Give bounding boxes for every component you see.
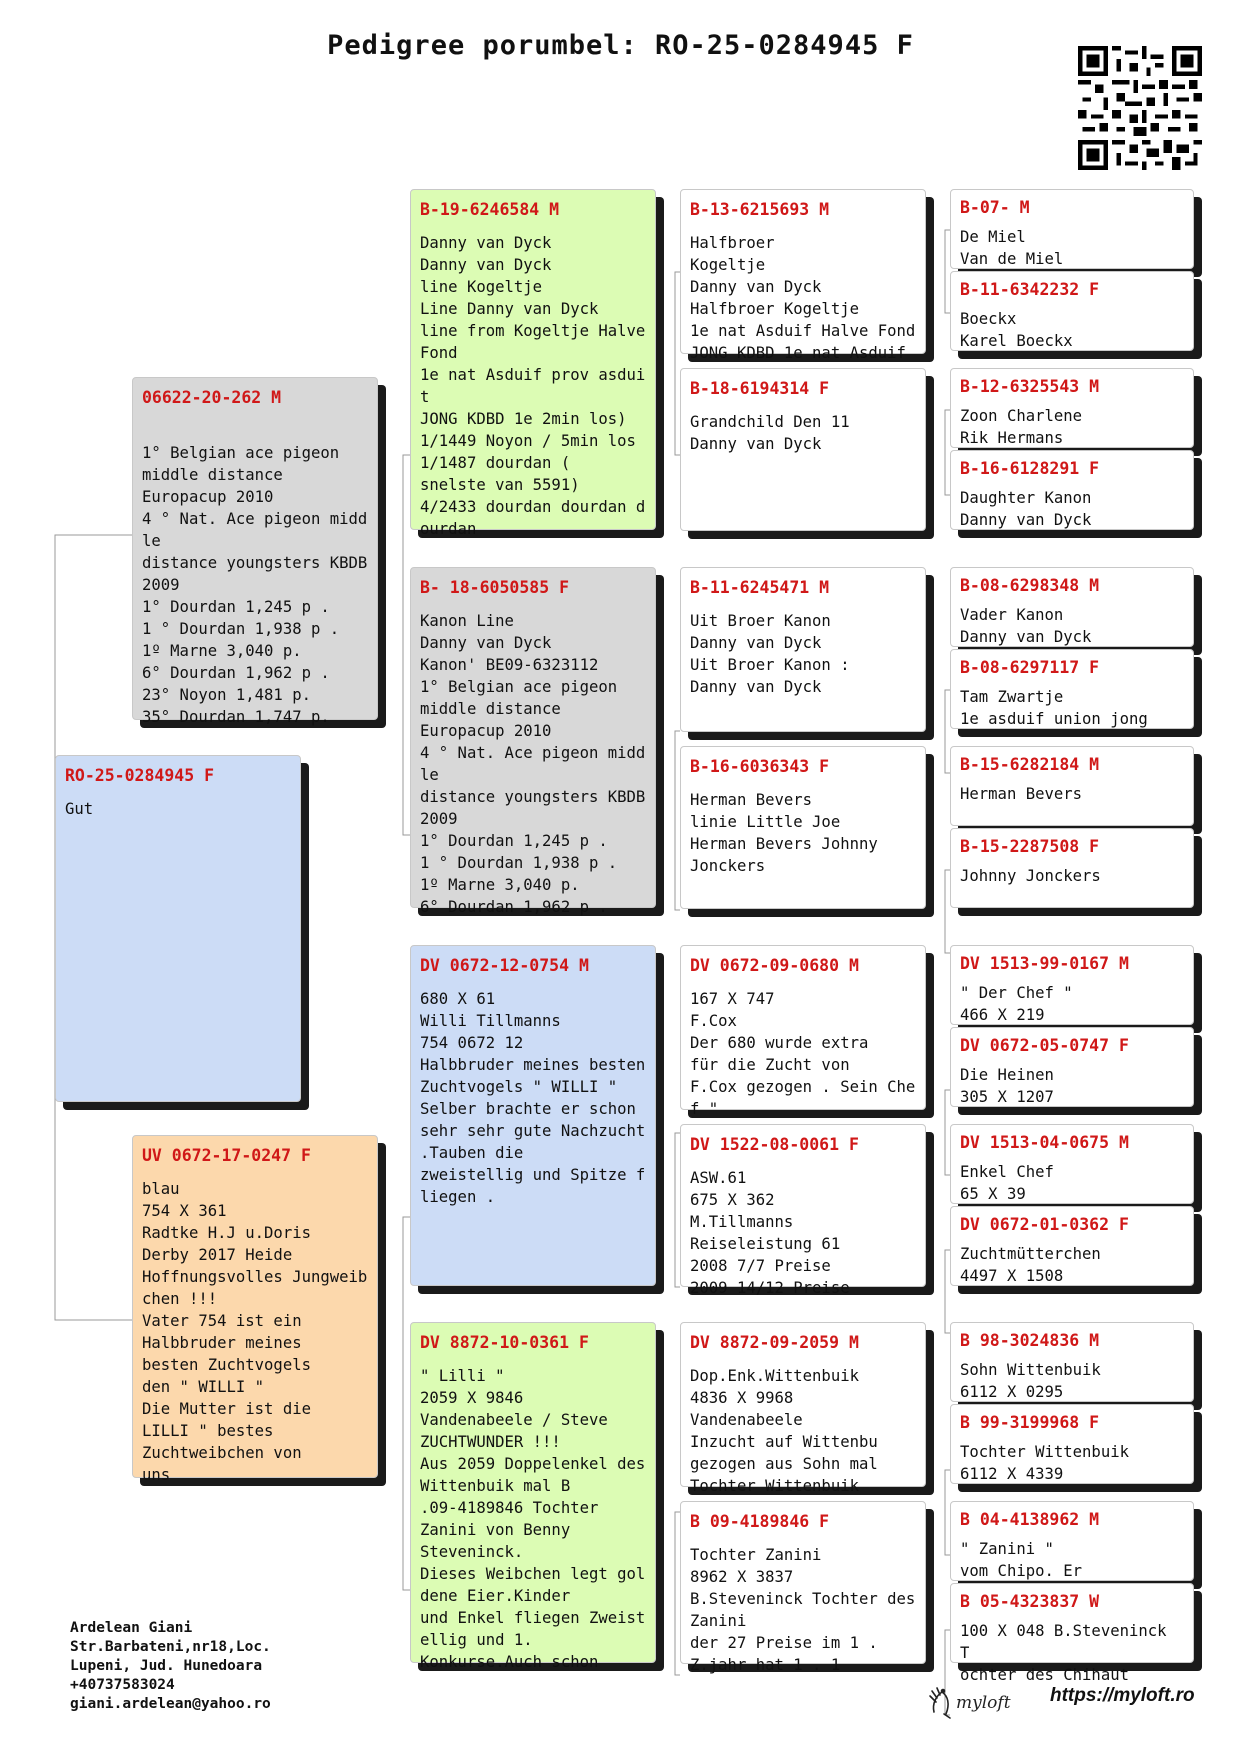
ring-number: DV 0672-05-0747 F — [960, 1036, 1129, 1055]
ring-number: B-08-6297117 F — [960, 658, 1100, 677]
pigeon-notes: 1° Belgian ace pigeon middle distance Europacup 2010 4 ° Nat. Ace pigeon midd le distance youngsters KBDB 2009 1° Dourdan 1,245 p . 1 ° Dourdan 1,938 p . 1º Marne 3,040 p. 6° Dourdan 1,962 p . 23° Noyon 1,481 p. 35° Dourdan 1,747 p. — [142, 444, 368, 726]
pigeon-card-g3-3[interactable] — [680, 746, 926, 909]
pigeon-card-g4-12[interactable] — [950, 1322, 1194, 1402]
ring-number: B- 18-6050585 F — [420, 578, 570, 597]
owner-email[interactable]: giani.ardelean@yahoo.ro — [70, 1696, 271, 1712]
pigeon-pair-g4-7 — [950, 1501, 1194, 1684]
ring-number: B 09-4189846 F — [690, 1512, 830, 1531]
ring-number: DV 0672-12-0754 M — [420, 956, 589, 975]
ring-number: B-13-6215693 M — [690, 200, 830, 219]
ring-number: B-11-6342232 F — [960, 280, 1100, 299]
pigeon-card-g2-2[interactable] — [410, 945, 656, 1286]
ring-number: B 99-3199968 F — [960, 1413, 1100, 1432]
pigeon-card-g3-6[interactable] — [680, 1322, 926, 1495]
pigeon-notes: Halfbroer Kogeltje Danny van Dyck Halfbroer Kogeltje 1e nat Asduif Halve Fond JONG KDBD 1e nat Asduif — [690, 234, 916, 362]
pigeon-notes: 167 X 747 F.Cox Der 680 wurde extra für die Zucht von F.Cox gezogen . Sein Che f " — [690, 990, 916, 1118]
pigeon-card-g4-3[interactable] — [950, 450, 1194, 530]
ring-number: DV 0672-09-0680 M — [690, 956, 859, 975]
pigeon-card-g4-4[interactable] — [950, 567, 1194, 647]
ring-number: DV 1513-99-0167 M — [960, 954, 1129, 973]
pigeon-card-g4-9[interactable] — [950, 1027, 1194, 1107]
pigeon-card-g3-5[interactable] — [680, 1124, 926, 1297]
owner-contact — [70, 1619, 271, 1714]
ring-number: RO-25-0284945 F — [65, 766, 215, 785]
pigeon-card-g3-1[interactable] — [680, 368, 926, 531]
ring-number: B-12-6325543 M — [960, 377, 1100, 396]
pigeon-card-subject[interactable] — [55, 755, 301, 1102]
pigeon-notes: Zoon Charlene Rik Hermans — [960, 407, 1083, 447]
pigeon-notes: 680 X 61 Willi Tillmanns 754 0672 12 Halbbruder meines besten Zuchtvogels " WILLI " Selber brachte er schon sehr sehr gute Nachzucht .Tauben die zweistellig und Spitze f liegen . — [420, 990, 646, 1206]
owner-address-line1: Str.Barbateni,nr18,Loc. — [70, 1639, 271, 1655]
pigeon-card-g3-2[interactable] — [680, 567, 926, 732]
pigeon-card-g4-15[interactable] — [950, 1583, 1194, 1684]
ring-number: 06622-20-262 M — [142, 388, 282, 407]
pigeon-notes: " Der Chef " 466 X 219 — [960, 984, 1073, 1024]
logo-text: myloft — [956, 1693, 1011, 1713]
ring-number: DV 8872-09-2059 M — [690, 1333, 859, 1352]
pigeon-card-sire[interactable] — [132, 377, 378, 726]
pigeon-card-g2-1[interactable] — [410, 567, 656, 916]
pigeon-notes: Die Heinen 305 X 1207 — [960, 1066, 1054, 1106]
pigeon-pair-g4-4 — [950, 945, 1194, 1107]
ring-number: B 04-4138962 M — [960, 1510, 1100, 1529]
pigeon-notes: Tochter Wittenbuik 6112 X 4339 — [960, 1443, 1129, 1483]
ring-number: B 98-3024836 M — [960, 1331, 1100, 1350]
ring-number: B-07- M — [960, 198, 1030, 217]
pigeon-notes: Johnny Jonckers — [960, 867, 1101, 885]
pigeon-pair-g4-3 — [950, 746, 1194, 908]
ring-number: B-15-6282184 M — [960, 755, 1100, 774]
page-title: Pedigree porumbel: RO-25-0284945 F — [327, 30, 914, 61]
pigeon-card-g4-6[interactable] — [950, 746, 1194, 826]
pigeon-pair-g4-0 — [950, 189, 1194, 351]
pigeon-notes: Dop.Enk.Wittenbuik 4836 X 9968 Vandenabeele Inzucht auf Wittenbu gezogen aus Sohn mal Tochter Wittenbuik — [690, 1367, 878, 1495]
ring-number: B-16-6128291 F — [960, 459, 1100, 478]
pigeon-notes: Uit Broer Kanon Danny van Dyck Uit Broer Kanon : Danny van Dyck — [690, 612, 850, 696]
pigeon-card-g3-4[interactable] — [680, 945, 926, 1118]
ring-number: B-18-6194314 F — [690, 379, 830, 398]
pigeon-card-g4-5[interactable] — [950, 649, 1194, 729]
owner-address-line2: Lupeni, Jud. Hunedoara — [70, 1658, 263, 1674]
pigeon-notes: Daughter Kanon Danny van Dyck — [960, 489, 1092, 529]
pigeon-notes: Sohn Wittenbuik 6112 X 0295 — [960, 1361, 1101, 1401]
pigeon-pair-g4-6 — [950, 1322, 1194, 1484]
website-link[interactable]: https://myloft.ro — [1050, 1685, 1195, 1706]
pigeon-card-g4-7[interactable] — [950, 828, 1194, 908]
pigeon-notes: " Lilli " 2059 X 9846 Vandenabeele / Steve ZUCHTWUNDER !!! Aus 2059 Doppelenkel des Wittenbuik mal B .09-4189846 Tochter Zanini von Benny Steveninck. Dieses Weibchen legt gol dene Eier.Kinder und Enkel fliegen Zweist ellig und 1. Konkurse.Auch schon — [420, 1367, 646, 1671]
pigeon-card-g4-1[interactable] — [950, 271, 1194, 351]
pigeon-card-g3-7[interactable] — [680, 1501, 926, 1674]
owner-name: Ardelean Giani — [70, 1620, 193, 1636]
pigeon-notes: Tam Zwartje 1e asduif union jong — [960, 688, 1148, 728]
owner-phone: +40737583024 — [70, 1677, 175, 1693]
pigeon-notes: Danny van Dyck Danny van Dyck line Kogeltje Line Danny van Dyck line from Kogeltje Halve Fond 1e nat Asduif prov asdui t JONG KDBD 1e 2min los) 1/1449 Noyon / 5min los 1/1487 dourdan ( snelste van 5591) 4/2433 dourdan dourdan d ourdan — [420, 234, 646, 538]
pigeon-notes: Grandchild Den 11 Danny van Dyck — [690, 413, 850, 453]
pigeon-card-g4-0[interactable] — [950, 189, 1194, 269]
pigeon-card-g4-2[interactable] — [950, 368, 1194, 448]
ring-number: DV 1513-04-0675 M — [960, 1133, 1129, 1152]
ring-number: B-11-6245471 M — [690, 578, 830, 597]
pigeon-notes: De Miel Van de Miel — [960, 228, 1064, 268]
pigeon-card-g3-0[interactable] — [680, 189, 926, 362]
ring-number: B-08-6298348 M — [960, 576, 1100, 595]
pigeon-card-g2-0[interactable] — [410, 189, 656, 538]
pigeon-notes: Herman Bevers linie Little Joe Herman Bevers Johnny Jonckers — [690, 791, 878, 875]
ring-number: B-15-2287508 F — [960, 837, 1100, 856]
myloft-logo-icon — [928, 1682, 1033, 1722]
pigeon-notes: Kanon Line Danny van Dyck Kanon' BE09-6323112 1° Belgian ace pigeon middle distance Europacup 2010 4 ° Nat. Ace pigeon midd le distance youngsters KBDB 2009 1° Dourdan 1,245 p . 1 ° Dourdan 1,938 p . 1º Marne 3,040 p. 6° Dourdan 1,962 p . — [420, 612, 646, 916]
pigeon-card-dam[interactable] — [132, 1135, 378, 1484]
pigeon-notes: Vader Kanon Danny van Dyck — [960, 606, 1092, 646]
ring-number: DV 8872-10-0361 F — [420, 1333, 589, 1352]
pigeon-notes: ASW.61 675 X 362 M.Tillmanns Reiseleistung 61 2008 7/7 Preise 2009 14/12 Preise — [690, 1169, 850, 1297]
pigeon-pair-g4-2 — [950, 567, 1194, 729]
pigeon-notes: Herman Bevers — [960, 785, 1083, 803]
pigeon-card-g4-13[interactable] — [950, 1404, 1194, 1484]
pigeon-pair-g4-1 — [950, 368, 1194, 530]
pigeon-notes: Gut — [65, 800, 94, 818]
pigeon-pair-g4-5 — [950, 1124, 1194, 1286]
pigeon-notes: 100 X 048 B.Steveninck T ochter des Chihaut — [960, 1622, 1167, 1684]
pigeon-notes: blau 754 X 361 Radtke H.J u.Doris Derby 2017 Heide Hoffnungsvolles Jungweib chen !!! Vater 754 ist ein Halbbruder meines besten Zuchtvogels den " WILLI " Die Mutter ist die LILLI " bestes Zuchtweibchen von uns — [142, 1180, 368, 1484]
ring-number: DV 0672-01-0362 F — [960, 1215, 1129, 1234]
pigeon-notes: Enkel Chef 65 X 39 — [960, 1163, 1054, 1203]
pigeon-card-g4-14[interactable] — [950, 1501, 1194, 1581]
pigeon-notes: " Zanini " vom Chipo. Er — [960, 1540, 1083, 1580]
ring-number: B 05-4323837 W — [960, 1592, 1100, 1611]
pigeon-card-g4-10[interactable] — [950, 1124, 1194, 1204]
ring-number: UV 0672-17-0247 F — [142, 1146, 311, 1165]
pigeon-notes: Boeckx Karel Boeckx — [960, 310, 1073, 350]
pigeon-notes: Zuchtmütterchen 4497 X 1508 — [960, 1245, 1101, 1285]
ring-number: DV 1522-08-0061 F — [690, 1135, 859, 1154]
pigeon-card-g4-8[interactable] — [950, 945, 1194, 1025]
ring-number: B-16-6036343 F — [690, 757, 830, 776]
pigeon-card-g4-11[interactable] — [950, 1206, 1194, 1286]
qr-code-icon — [1078, 46, 1202, 170]
pigeon-card-g2-3[interactable] — [410, 1322, 656, 1671]
pigeon-notes: Tochter Zanini 8962 X 3837 B.Steveninck Tochter des Zanini der 27 Preise im 1 . Z.jahr hat 1 . 1 — [690, 1546, 916, 1674]
ring-number: B-19-6246584 M — [420, 200, 560, 219]
